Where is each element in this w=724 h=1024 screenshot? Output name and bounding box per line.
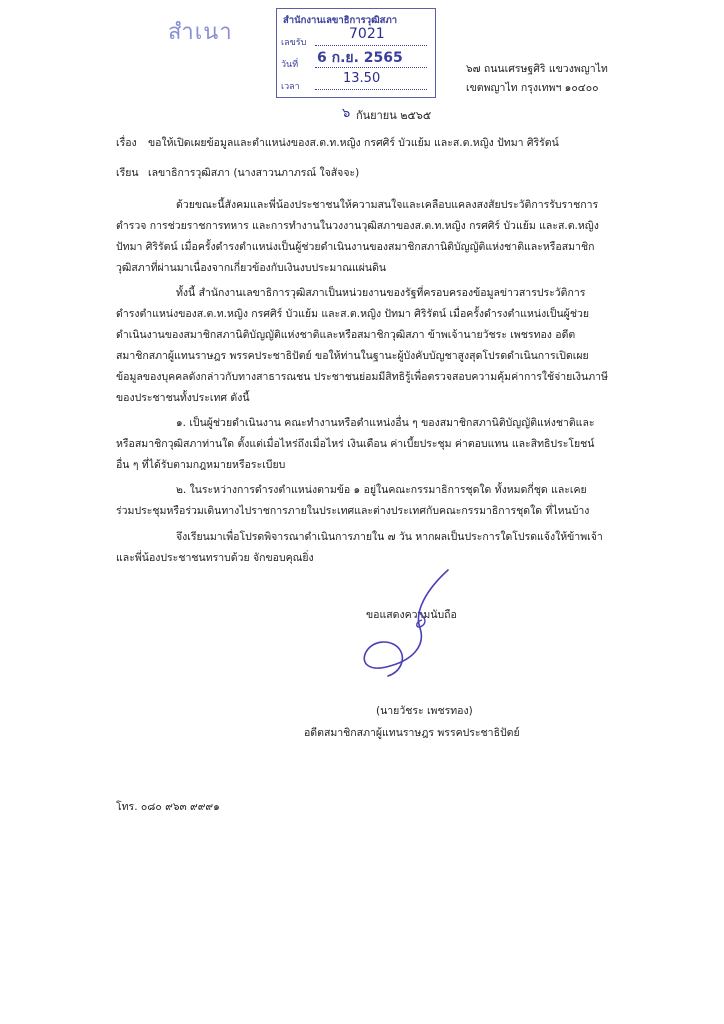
body-line: ของประชาชนทั้งประเทศ ดังนี้ — [116, 392, 250, 404]
body-line: อื่น ๆ ที่ได้รับตามกฎหมายหรือระเบียบ — [116, 459, 286, 471]
date-month-year: กันยายน ๒๕๖๕ — [356, 109, 432, 122]
subject-label: เรื่อง — [116, 137, 137, 149]
body-line: ดำรงตำแหน่งของส.ต.ท.หญิง กรศศิร์ บัวแย้ม และส.ต.หญิง ปัทมา ศิริรัตน์ เมื่อครั้งดำรงตำแหน่งเป็นผู้ช่วย — [116, 308, 589, 320]
sender-address — [466, 60, 608, 98]
recipient-label: เรียน — [116, 167, 139, 179]
body-line: ตำรวจ การช่วยราชการทหาร และการทำงานในวงงานวุฒิสภาของส.ต.ท.หญิง กรศศิร์ บัวแย้ม และส.ต.หญิง — [116, 220, 599, 232]
copy-stamp: สำเนา — [168, 20, 233, 45]
stamp-time-label: เวลา — [281, 82, 300, 92]
body-line: ร่วมประชุมหรือร่วมเดินทางไปราชการภายในประเทศและต่างประเทศกับคณะกรรมาธิการชุดใด ที่ไหนบ้าง — [116, 505, 590, 517]
body-line: และพี่น้องประชาชนทราบด้วย จักขอบคุณยิ่ง — [116, 552, 314, 564]
date-day: ๖ — [342, 106, 351, 121]
receipt-stamp — [276, 8, 436, 98]
signature — [330, 568, 470, 688]
stamp-no-label: เลขรับ — [281, 38, 307, 48]
address-line-1: ๖๗ ถนนเศรษฐศิริ แขวงพญาไท — [466, 63, 608, 75]
body-line: สมาชิกสภาผู้แทนราษฎร พรรคประชาธิปัตย์ ขอให้ท่านในฐานะผู้บังคับบัญชาสูงสุดโปรดดำเนินการเปิดเผย — [116, 350, 589, 362]
subject-text: ขอให้เปิดเผยข้อมูลและตำแหน่งของส.ต.ท.หญิง กรศศิร์ บัวแย้ม และส.ต.หญิง ปัทมา ศิริรัตน์ — [148, 137, 559, 149]
body-line: หรือสมาชิกวุฒิสภาท่านใด ตั้งแต่เมื่อไหร่ถึงเมื่อไหร่ เงินเดือน ค่าเบี้ยประชุม ค่าตอบแทน และสิทธิประโยชน์ — [116, 438, 595, 450]
phone-number: โทร. ๐๘๐ ๙๖๓ ๙๙๙๑ — [116, 801, 220, 813]
address-line-2: เขตพญาไท กรุงเทพฯ ๑๐๔๐๐ — [466, 82, 599, 94]
stamp-time-value: 13.50 — [343, 71, 381, 86]
stamp-no-value: 7021 — [349, 26, 385, 42]
stamp-date-label: วันที่ — [281, 60, 299, 70]
body-line: จึงเรียนมาเพื่อโปรดพิจารณาดำเนินการภายใน ๗ วัน หากผลเป็นประการใดโปรดแจ้งให้ข้าพเจ้า — [176, 531, 603, 543]
body-line: ข้อมูลของบุคคลดังกล่าวกับทางสาธารณชน ประชาชนย่อมมีสิทธิรู้เพื่อตรวจสอบความคุ้มค่าการใช้จ่ายเงินภาษี — [116, 371, 608, 383]
recipient-text: เลขาธิการวุฒิสภา (นางสาวนภาภรณ์ ใจสัจจะ) — [148, 167, 360, 179]
body-line: ปัทมา ศิริรัตน์ เมื่อครั้งดำรงตำแหน่งเป็นผู้ช่วยดำเนินงานของสมาชิกสภานิติบัญญัติแห่งชาติและหรือสมาชิก — [116, 241, 595, 253]
body-line: ด้วยขณะนี้สังคมและพี่น้องประชาชนให้ความสนใจและเคลือบแคลงสงสัยประวัติการรับราชการ — [176, 199, 599, 211]
body-line: ดำเนินงานของสมาชิกสภานิติบัญญัติแห่งชาติและหรือสมาชิกวุฒิสภา ข้าพเจ้านายวัชระ เพชรทอง อดีต — [116, 329, 576, 341]
signer-position: อดีตสมาชิกสภาผู้แทนราษฎร พรรคประชาธิปัตย์ — [304, 727, 520, 739]
signer-name: (นายวัชระ เพชรทอง) — [376, 705, 473, 717]
body-line: ๒. ในระหว่างการดำรงตำแหน่งตามข้อ ๑ อยู่ในคณะกรรมาธิการชุดใด ทั้งหมดกี่ชุด และเคย — [176, 484, 587, 496]
body-line: ๑. เป็นผู้ช่วยดำเนินงาน คณะทำงานหรือตำแหน่งอื่น ๆ ของสมาชิกสภานิติบัญญัติแห่งชาติและ — [176, 417, 595, 429]
stamp-date-value: 6 ก.ย. 2565 — [317, 50, 403, 66]
body-line: วุฒิสภาที่ผ่านมาเนื่องจากเกี่ยวข้องกับเงินงบประมาณแผ่นดิน — [116, 262, 387, 274]
body-line: ทั้งนี้ สำนักงานเลขาธิการวุฒิสภาเป็นหน่วยงานของรัฐที่ครอบครองข้อมูลข่าวสารประวัติการ — [176, 287, 586, 299]
stamp-office: สำนักงานเลขาธิการวุฒิสภา — [283, 15, 398, 26]
closing-text: ขอแสดงความนับถือ — [366, 609, 457, 621]
